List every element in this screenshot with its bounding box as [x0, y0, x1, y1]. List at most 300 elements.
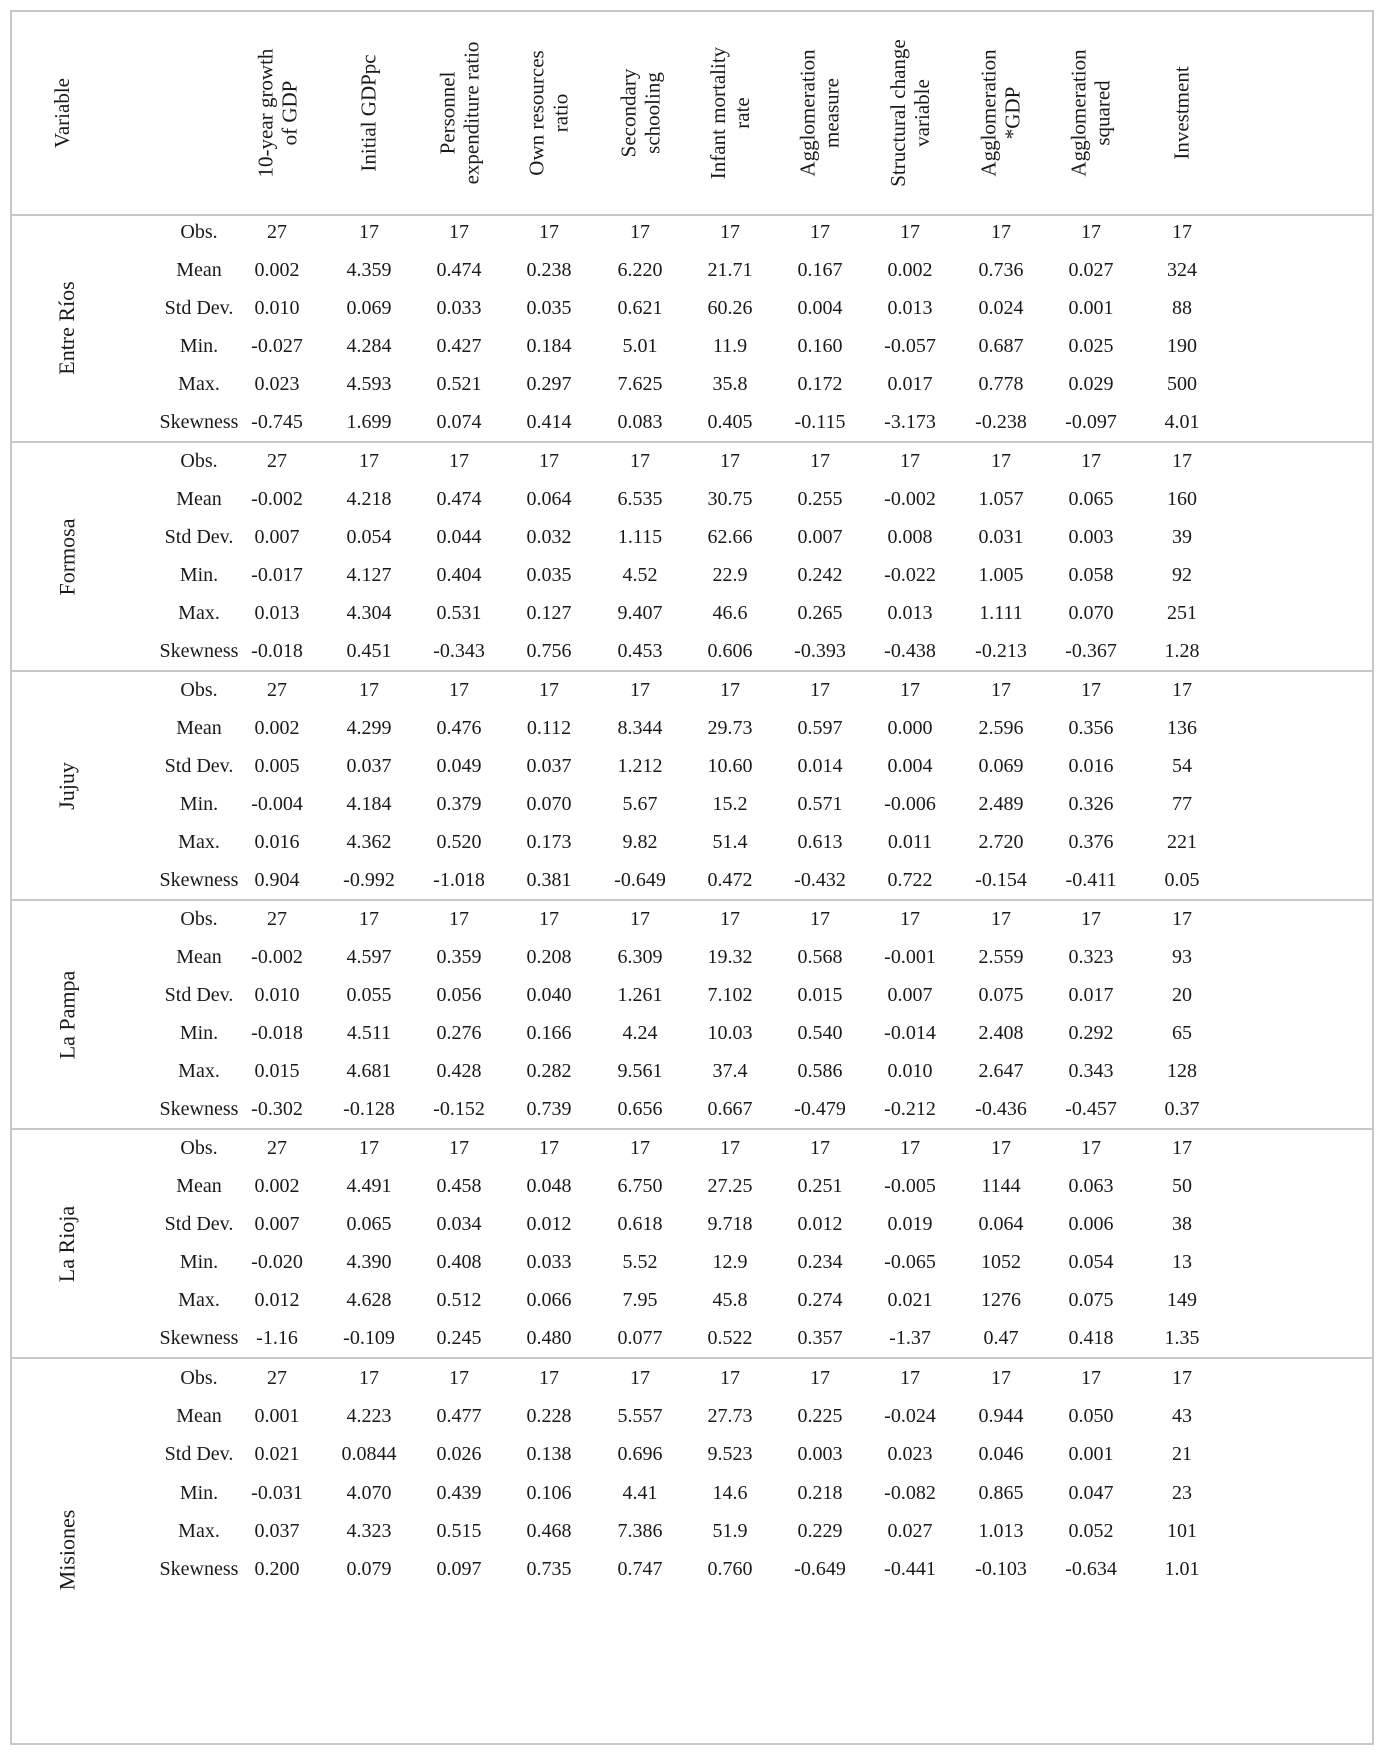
table-cell: 4.299 — [346, 716, 392, 739]
table-cell: 17 — [900, 908, 920, 930]
stat-label: Max. — [178, 1059, 220, 1082]
stat-label: Mean — [176, 258, 222, 281]
table-cell: 0.418 — [1068, 1326, 1114, 1349]
table-cell: 17 — [720, 908, 740, 930]
table-cell: 0.477 — [436, 1405, 482, 1428]
table-cell: 0.540 — [797, 1021, 843, 1044]
table-cell: -0.014 — [884, 1021, 936, 1044]
table-cell: 39 — [1172, 525, 1192, 548]
table-cell: 1.212 — [617, 754, 663, 777]
table-cell: 6.220 — [617, 258, 663, 281]
table-cell: 0.739 — [526, 1097, 572, 1120]
table-cell: 0.736 — [978, 258, 1024, 281]
table-row — [12, 481, 1372, 519]
table-cell: 8.344 — [617, 716, 663, 739]
table-cell: 0.017 — [1068, 983, 1114, 1006]
table-cell: 17 — [1172, 1137, 1192, 1159]
table-cell: 4.597 — [346, 945, 392, 968]
table-row — [12, 1206, 1372, 1244]
table-cell: 128 — [1167, 1059, 1197, 1082]
table-cell: 0.054 — [346, 525, 392, 548]
group-entre-r-os — [12, 214, 1372, 443]
stat-label: Std Dev. — [164, 983, 234, 1006]
table-cell: 4.359 — [346, 258, 392, 281]
table-cell: 17 — [991, 1367, 1011, 1389]
table-row — [12, 786, 1372, 824]
table-cell: 4.070 — [346, 1481, 392, 1504]
stat-label: Obs. — [180, 221, 218, 243]
table-cell: -1.16 — [256, 1326, 298, 1349]
table-cell: 0.016 — [1068, 754, 1114, 777]
table-cell: -0.411 — [1065, 868, 1117, 891]
table-cell: -0.022 — [884, 563, 936, 586]
table-cell: 17 — [449, 221, 469, 243]
table-cell: 4.223 — [346, 1405, 392, 1428]
table-cell: 0.292 — [1068, 1021, 1114, 1044]
stat-label: Skewness — [159, 410, 239, 433]
table-cell: 17 — [449, 1367, 469, 1389]
table-cell: -0.441 — [884, 1558, 936, 1580]
table-cell: -0.212 — [884, 1097, 936, 1120]
table-cell: 4.628 — [346, 1288, 392, 1311]
table-cell: 0.255 — [797, 487, 843, 510]
table-cell: 23 — [1172, 1481, 1192, 1504]
table-cell: 1.013 — [978, 1519, 1024, 1542]
table-cell: 1.115 — [617, 525, 663, 548]
table-cell: 4.41 — [622, 1481, 658, 1504]
table-cell: 0.323 — [1068, 945, 1114, 968]
table-cell: -0.649 — [794, 1558, 846, 1580]
table-cell: 17 — [991, 221, 1011, 243]
table-header — [12, 12, 1372, 216]
table-cell: 13 — [1172, 1250, 1192, 1273]
stat-label: Mean — [176, 487, 222, 510]
table-cell: 17 — [991, 450, 1011, 472]
table-cell: 2.720 — [978, 830, 1024, 853]
table-cell: 17 — [810, 221, 830, 243]
table-row — [12, 977, 1372, 1015]
table-cell: -3.173 — [884, 410, 936, 433]
table-cell: 0.218 — [797, 1481, 843, 1504]
table-cell: 0.011 — [887, 830, 933, 853]
table-cell: -0.103 — [975, 1558, 1027, 1580]
table-cell: 17 — [359, 1367, 379, 1389]
table-cell: -0.432 — [794, 868, 846, 891]
table-cell: 2.408 — [978, 1021, 1024, 1044]
column-header-10-year-growth-of-gdp: 10-year growth of GDP — [253, 48, 301, 178]
table-cell: -0.020 — [251, 1250, 303, 1273]
table-cell: 0.013 — [887, 601, 933, 624]
table-cell: 17 — [1172, 450, 1192, 472]
table-cell: 0.035 — [526, 563, 572, 586]
table-cell: 17 — [991, 908, 1011, 930]
table-cell: 0.027 — [887, 1519, 933, 1542]
table-cell: 45.8 — [712, 1288, 748, 1311]
table-cell: 17 — [991, 679, 1011, 701]
table-cell: 0.0844 — [341, 1443, 397, 1466]
table-cell: 0.200 — [254, 1558, 300, 1580]
table-cell: 0.001 — [1068, 1443, 1114, 1466]
column-header-structural-change-variable: Structural change variable — [886, 39, 934, 187]
table-cell: 0.735 — [526, 1558, 572, 1580]
table-cell: 0.756 — [526, 639, 572, 662]
table-cell: 1144 — [981, 1174, 1021, 1197]
table-cell: 0.002 — [887, 258, 933, 281]
table-cell: 0.760 — [707, 1558, 753, 1580]
table-cell: 9.561 — [617, 1059, 663, 1082]
column-header-variable: Variable — [50, 78, 74, 148]
table-cell: 17 — [449, 1137, 469, 1159]
table-row — [12, 1053, 1372, 1091]
table-cell: 88 — [1172, 296, 1192, 319]
table-cell: 4.284 — [346, 334, 392, 357]
stat-label: Max. — [178, 372, 220, 395]
table-cell: 0.520 — [436, 830, 482, 853]
table-cell: 62.66 — [707, 525, 753, 548]
table-cell: 11.9 — [712, 334, 748, 357]
stat-label: Max. — [178, 601, 220, 624]
table-cell: 9.82 — [622, 830, 658, 853]
table-cell: 7.386 — [617, 1519, 663, 1542]
table-cell: 7.95 — [622, 1288, 658, 1311]
table-cell: -0.367 — [1065, 639, 1117, 662]
table-cell: 0.012 — [797, 1212, 843, 1235]
table-cell: 5.67 — [622, 792, 658, 815]
stat-label: Obs. — [180, 1137, 218, 1159]
table-cell: -0.992 — [343, 868, 395, 891]
table-cell: 1.057 — [978, 487, 1024, 510]
table-cell: 0.379 — [436, 792, 482, 815]
table-cell: 0.747 — [617, 1558, 663, 1580]
table-row — [12, 328, 1372, 366]
table-cell: 17 — [1081, 908, 1101, 930]
table-cell: -0.031 — [251, 1481, 303, 1504]
table-cell: 17 — [539, 908, 559, 930]
table-cell: 17 — [991, 1137, 1011, 1159]
table-cell: 35.8 — [712, 372, 748, 395]
table-cell: 0.052 — [1068, 1519, 1114, 1542]
table-cell: 27 — [267, 221, 287, 243]
table-cell: -0.002 — [251, 945, 303, 968]
table-cell: 0.037 — [254, 1519, 300, 1542]
stat-label: Obs. — [180, 908, 218, 930]
table-cell: 0.000 — [887, 716, 933, 739]
table-cell: 0.667 — [707, 1097, 753, 1120]
table-row — [12, 1244, 1372, 1282]
table-cell: 17 — [1081, 221, 1101, 243]
table-cell: 15.2 — [712, 792, 748, 815]
table-cell: 221 — [1167, 830, 1197, 853]
table-cell: 17 — [720, 221, 740, 243]
table-cell: 0.002 — [254, 716, 300, 739]
table-cell: 0.033 — [436, 296, 482, 319]
table-cell: 0.065 — [346, 1212, 392, 1235]
stat-label: Skewness — [159, 1558, 239, 1580]
table-cell: -0.154 — [975, 868, 1027, 891]
table-cell: 0.069 — [346, 296, 392, 319]
table-cell: 101 — [1167, 1519, 1197, 1542]
table-cell: 0.064 — [526, 487, 572, 510]
table-cell: 0.083 — [617, 410, 663, 433]
table-cell: -0.479 — [794, 1097, 846, 1120]
table-cell: 0.297 — [526, 372, 572, 395]
group-label: Misiones — [54, 1509, 79, 1591]
table-cell: -0.109 — [343, 1326, 395, 1349]
table-row — [12, 366, 1372, 404]
table-cell: -0.097 — [1065, 410, 1117, 433]
table-row — [12, 290, 1372, 328]
table-row — [12, 939, 1372, 977]
table-cell: 0.184 — [526, 334, 572, 357]
table-cell: 30.75 — [707, 487, 753, 510]
table-cell: 0.070 — [1068, 601, 1114, 624]
table-row — [12, 672, 1372, 710]
table-cell: 10.60 — [707, 754, 753, 777]
table-cell: 0.033 — [526, 1250, 572, 1273]
table-row — [12, 1168, 1372, 1206]
table-cell: 0.381 — [526, 868, 572, 891]
group-formosa — [12, 443, 1372, 672]
table-cell: 0.032 — [526, 525, 572, 548]
table-cell: 4.01 — [1164, 410, 1200, 433]
table-cell: -0.115 — [794, 410, 846, 433]
table-cell: -0.065 — [884, 1250, 936, 1273]
group-label: Entre Ríos — [54, 280, 79, 375]
group-la-rioja — [12, 1130, 1372, 1359]
stat-label: Obs. — [180, 1367, 218, 1389]
table-row — [12, 824, 1372, 862]
table-cell: 27 — [267, 908, 287, 930]
table-cell: 0.074 — [436, 410, 482, 433]
table-cell: -0.302 — [251, 1097, 303, 1120]
table-cell: 0.326 — [1068, 792, 1114, 815]
table-cell: 0.405 — [707, 410, 753, 433]
table-cell: 0.001 — [254, 1405, 300, 1428]
table-cell: 0.037 — [526, 754, 572, 777]
table-cell: 0.005 — [254, 754, 300, 777]
table-cell: 0.238 — [526, 258, 572, 281]
table-cell: 0.276 — [436, 1021, 482, 1044]
table-cell: 0.040 — [526, 983, 572, 1006]
table-cell: 500 — [1167, 372, 1197, 395]
table-cell: -0.213 — [975, 639, 1027, 662]
table-cell: 19.32 — [707, 945, 753, 968]
table-cell: 0.048 — [526, 1174, 572, 1197]
table-cell: -1.37 — [889, 1326, 931, 1349]
table-cell: 17 — [720, 1137, 740, 1159]
column-header-initial-gdppc: Initial GDPpc — [356, 54, 381, 172]
table-cell: 0.512 — [436, 1288, 482, 1311]
stat-label: Std Dev. — [164, 525, 234, 548]
table-cell: 38 — [1172, 1212, 1192, 1235]
stat-label: Min. — [179, 334, 219, 357]
table-cell: 0.023 — [887, 1443, 933, 1466]
table-cell: 17 — [1081, 1137, 1101, 1159]
table-cell: 51.4 — [712, 830, 748, 853]
table-cell: 0.063 — [1068, 1174, 1114, 1197]
table-cell: 0.004 — [887, 754, 933, 777]
table-cell: 190 — [1167, 334, 1197, 357]
table-cell: 0.458 — [436, 1174, 482, 1197]
table-cell: 4.218 — [346, 487, 392, 510]
table-cell: 0.064 — [978, 1212, 1024, 1235]
table-cell: 0.012 — [526, 1212, 572, 1235]
table-cell: 0.056 — [436, 983, 482, 1006]
table-cell: 0.002 — [254, 258, 300, 281]
table-cell: 0.229 — [797, 1519, 843, 1542]
table-cell: 0.003 — [1068, 525, 1114, 548]
table-cell: 1.261 — [617, 983, 663, 1006]
table-row — [12, 443, 1372, 481]
table-cell: 17 — [810, 1137, 830, 1159]
table-cell: 4.511 — [346, 1021, 392, 1044]
table-cell: 0.017 — [887, 372, 933, 395]
table-cell: -0.018 — [251, 639, 303, 662]
table-cell: 0.049 — [436, 754, 482, 777]
table-cell: 0.010 — [254, 296, 300, 319]
table-cell: 0.014 — [797, 754, 843, 777]
table-cell: 324 — [1167, 258, 1197, 281]
stat-label: Skewness — [159, 1097, 239, 1120]
table-cell: 27 — [267, 1137, 287, 1159]
table-cell: 0.521 — [436, 372, 482, 395]
table-cell: 0.012 — [254, 1288, 300, 1311]
table-cell: 17 — [810, 908, 830, 930]
table-cell: 4.304 — [346, 601, 392, 624]
table-cell: 21.71 — [707, 258, 753, 281]
table-row — [12, 901, 1372, 939]
table-cell: 0.522 — [707, 1326, 753, 1349]
table-cell: 0.474 — [436, 487, 482, 510]
table-cell: 0.023 — [254, 372, 300, 395]
table-cell: 46.6 — [712, 601, 748, 624]
table-cell: 17 — [1081, 1367, 1101, 1389]
statistics-table — [10, 10, 1374, 1745]
table-row — [12, 1130, 1372, 1168]
stat-label: Mean — [176, 716, 222, 739]
table-cell: 0.404 — [436, 563, 482, 586]
table-cell: 0.778 — [978, 372, 1024, 395]
table-cell: 0.065 — [1068, 487, 1114, 510]
table-cell: 0.058 — [1068, 563, 1114, 586]
table-cell: 0.015 — [797, 983, 843, 1006]
table-cell: 0.865 — [978, 1481, 1024, 1504]
table-cell: 93 — [1172, 945, 1192, 968]
table-cell: 0.112 — [526, 716, 572, 739]
table-cell: 1.005 — [978, 563, 1024, 586]
table-row — [12, 862, 1372, 900]
table-cell: 17 — [630, 450, 650, 472]
table-cell: 6.750 — [617, 1174, 663, 1197]
table-cell: 27.25 — [707, 1174, 753, 1197]
table-cell: -0.082 — [884, 1481, 936, 1504]
table-cell: 2.596 — [978, 716, 1024, 739]
table-cell: 4.323 — [346, 1519, 392, 1542]
stat-label: Skewness — [159, 1326, 239, 1349]
table-cell: 0.055 — [346, 983, 392, 1006]
table-cell: -0.393 — [794, 639, 846, 662]
table-cell: 0.208 — [526, 945, 572, 968]
table-row — [12, 1397, 1372, 1435]
table-cell: 0.343 — [1068, 1059, 1114, 1082]
column-header-investment: Investment — [1170, 66, 1194, 160]
table-cell: 0.618 — [617, 1212, 663, 1235]
table-cell: 54 — [1172, 754, 1192, 777]
table-cell: 17 — [630, 679, 650, 701]
table-cell: 6.309 — [617, 945, 663, 968]
column-header-agglomeration-gdp: Agglomeration *GDP — [977, 49, 1026, 177]
column-header-secondary-schooling: Secondary schooling — [615, 68, 664, 158]
table-row — [12, 710, 1372, 748]
table-cell: 0.010 — [254, 983, 300, 1006]
table-cell: 0.696 — [617, 1443, 663, 1466]
table-cell: 60.26 — [707, 296, 753, 319]
table-cell: 0.069 — [978, 754, 1024, 777]
table-cell: 0.013 — [254, 601, 300, 624]
table-cell: 0.016 — [254, 830, 300, 853]
table-cell: 0.046 — [978, 1443, 1024, 1466]
table-cell: 0.586 — [797, 1059, 843, 1082]
table-cell: 0.515 — [436, 1519, 482, 1542]
table-cell: 4.127 — [346, 563, 392, 586]
table-cell: 0.427 — [436, 334, 482, 357]
table-cell: 0.408 — [436, 1250, 482, 1273]
table-cell: -0.634 — [1065, 1558, 1117, 1580]
table-cell: 0.234 — [797, 1250, 843, 1273]
table-cell: 17 — [359, 679, 379, 701]
table-cell: 251 — [1167, 601, 1197, 624]
stat-label: Obs. — [180, 679, 218, 701]
stat-label: Skewness — [159, 639, 239, 662]
stat-label: Max. — [178, 1519, 220, 1542]
group-jujuy — [12, 672, 1372, 901]
table-row — [12, 1550, 1372, 1588]
table-cell: 51.9 — [712, 1519, 748, 1542]
stat-label: Std Dev. — [164, 1443, 234, 1466]
table-cell: 0.047 — [1068, 1481, 1114, 1504]
table-cell: 0.077 — [617, 1326, 663, 1349]
table-row — [12, 633, 1372, 671]
table-cell: 0.106 — [526, 1481, 572, 1504]
table-cell: 0.414 — [526, 410, 572, 433]
table-cell: 0.453 — [617, 639, 663, 662]
table-cell: 0.439 — [436, 1481, 482, 1504]
table-cell: 0.006 — [1068, 1212, 1114, 1235]
table-cell: 17 — [720, 450, 740, 472]
table-cell: 9.523 — [707, 1443, 753, 1466]
table-cell: 17 — [1172, 679, 1192, 701]
table-cell: 0.166 — [526, 1021, 572, 1044]
table-cell: 17 — [630, 221, 650, 243]
table-row — [12, 1320, 1372, 1358]
table-cell: 92 — [1172, 563, 1192, 586]
table-cell: 17 — [359, 908, 379, 930]
table-cell: -0.238 — [975, 410, 1027, 433]
table-cell: 0.656 — [617, 1097, 663, 1120]
stat-label: Max. — [178, 830, 220, 853]
table-cell: 17 — [449, 679, 469, 701]
table-cell: 0.007 — [797, 525, 843, 548]
table-cell: 0.356 — [1068, 716, 1114, 739]
table-cell: 0.451 — [346, 639, 392, 662]
table-cell: 1.01 — [1164, 1558, 1200, 1580]
column-header-agglomeration-squared: Agglomeration squared — [1067, 49, 1116, 177]
table-cell: 1052 — [981, 1250, 1021, 1273]
table-cell: 0.024 — [978, 296, 1024, 319]
stat-label: Std Dev. — [164, 754, 234, 777]
table-cell: 0.044 — [436, 525, 482, 548]
table-cell: 0.029 — [1068, 372, 1114, 395]
